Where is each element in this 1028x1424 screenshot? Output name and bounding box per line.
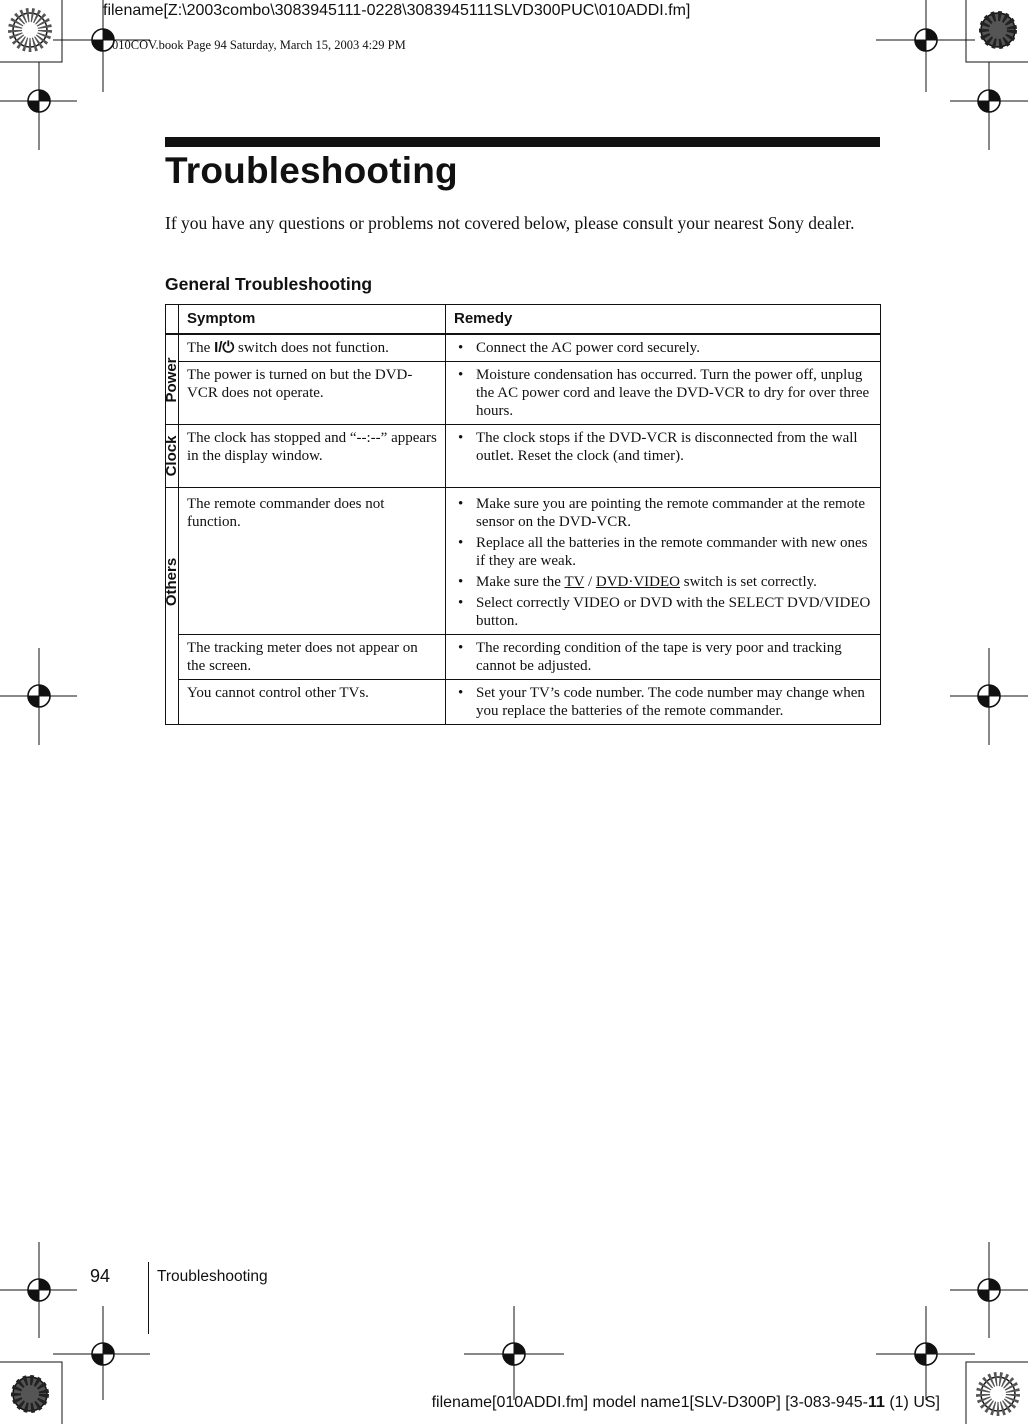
remedy-item bbox=[454, 573, 872, 591]
page-number: 94 bbox=[90, 1266, 111, 1286]
print-header-book-info: 010COV.book Page 94 Saturday, March 15, 2003 4:29 PM bbox=[112, 38, 406, 52]
symptom-text: switch does not function. bbox=[234, 340, 389, 356]
remedy-item: • Moisture condensation has occurred. Turn the power off, unplug the AC power cord and leave the DVD-VCR to dry for over three hours. bbox=[454, 366, 872, 420]
symptom-cell: The remote commander does not function. bbox=[179, 488, 446, 635]
section-subheading: General Troubleshooting bbox=[165, 274, 373, 294]
remedy-header: Remedy bbox=[446, 305, 881, 335]
category-label-power: Power bbox=[163, 356, 180, 403]
symptom-cell: The tracking meter does not appear on the screen. bbox=[179, 635, 446, 680]
symptom-cell: You cannot control other TVs. bbox=[179, 680, 446, 725]
footer-filename-bold: 11 bbox=[867, 1394, 885, 1411]
title-rule bbox=[165, 137, 880, 147]
symptom-cell bbox=[179, 334, 446, 362]
footer-section-name: Troubleshooting bbox=[157, 1268, 268, 1285]
remedy-cell bbox=[446, 334, 881, 362]
print-footer-filename bbox=[432, 1394, 940, 1412]
symptom-cell: The power is turned on but the DVD-VCR does not operate. bbox=[179, 362, 446, 425]
table-row bbox=[166, 680, 881, 725]
remedy-item: • Make sure you are pointing the remote commander at the remote sensor on the DVD-VCR. bbox=[454, 495, 872, 531]
tv-switch-label: TV bbox=[564, 574, 585, 590]
remedy-cell bbox=[446, 425, 881, 488]
remedy-cell bbox=[446, 680, 881, 725]
table-row bbox=[166, 425, 881, 488]
category-label-others: Others bbox=[163, 558, 180, 607]
table-row bbox=[166, 635, 881, 680]
power-switch-icon: I/⏻ bbox=[214, 339, 235, 356]
table-row bbox=[166, 362, 881, 425]
remedy-text: switch is set correctly. bbox=[680, 574, 817, 590]
remedy-item: • Set your TV’s code number. The code number may change when you replace the batteries of the remote commander. bbox=[454, 684, 872, 720]
print-header-filename: filename[Z:\2003combo\3083945111-0228\3083945111SLVD300PUC\010ADDI.fm] bbox=[103, 2, 691, 19]
intro-paragraph: If you have any questions or problems not covered below, please consult your nearest Sony dealer. bbox=[165, 213, 855, 233]
footer-filename-text: filename[010ADDI.fm] model name1[SLV-D300P] [3-083-945- bbox=[431, 1394, 868, 1411]
symptom-text: The bbox=[187, 340, 215, 356]
remedy-text: / bbox=[584, 574, 596, 590]
symptom-cell: The clock has stopped and “--:--” appears in the display window. bbox=[179, 425, 446, 488]
symptom-header: Symptom bbox=[179, 305, 446, 335]
remedy-item: • Select correctly VIDEO or DVD with the SELECT DVD/VIDEO button. bbox=[454, 594, 872, 630]
remedy-text: Make sure the bbox=[476, 574, 565, 590]
remedy-cell bbox=[446, 362, 881, 425]
footer-filename-text: (1) US] bbox=[884, 1394, 940, 1411]
page-title: Troubleshooting bbox=[165, 150, 458, 191]
remedy-item: • The clock stops if the DVD-VCR is disconnected from the wall outlet. Reset the clock (and timer). bbox=[454, 429, 872, 465]
remedy-item: • Replace all the batteries in the remote commander with new ones if they are weak. bbox=[454, 534, 872, 570]
category-cell-power bbox=[163, 334, 180, 425]
category-label-clock: Clock bbox=[163, 435, 180, 477]
dvd-video-switch-label: DVD·VIDEO bbox=[595, 574, 681, 590]
footer-rule bbox=[148, 1262, 149, 1334]
category-cell-others bbox=[163, 488, 180, 725]
remedy-cell bbox=[446, 488, 881, 635]
category-header bbox=[166, 305, 179, 335]
troubleshooting-table bbox=[165, 304, 881, 725]
remedy-item: • The recording condition of the tape is very poor and tracking cannot be adjusted. bbox=[454, 639, 872, 675]
category-cell-clock bbox=[163, 425, 180, 488]
table-row bbox=[166, 334, 881, 362]
remedy-item: • Connect the AC power cord securely. bbox=[454, 339, 872, 357]
table-header-row bbox=[166, 305, 881, 335]
table-row bbox=[166, 488, 881, 635]
remedy-cell bbox=[446, 635, 881, 680]
